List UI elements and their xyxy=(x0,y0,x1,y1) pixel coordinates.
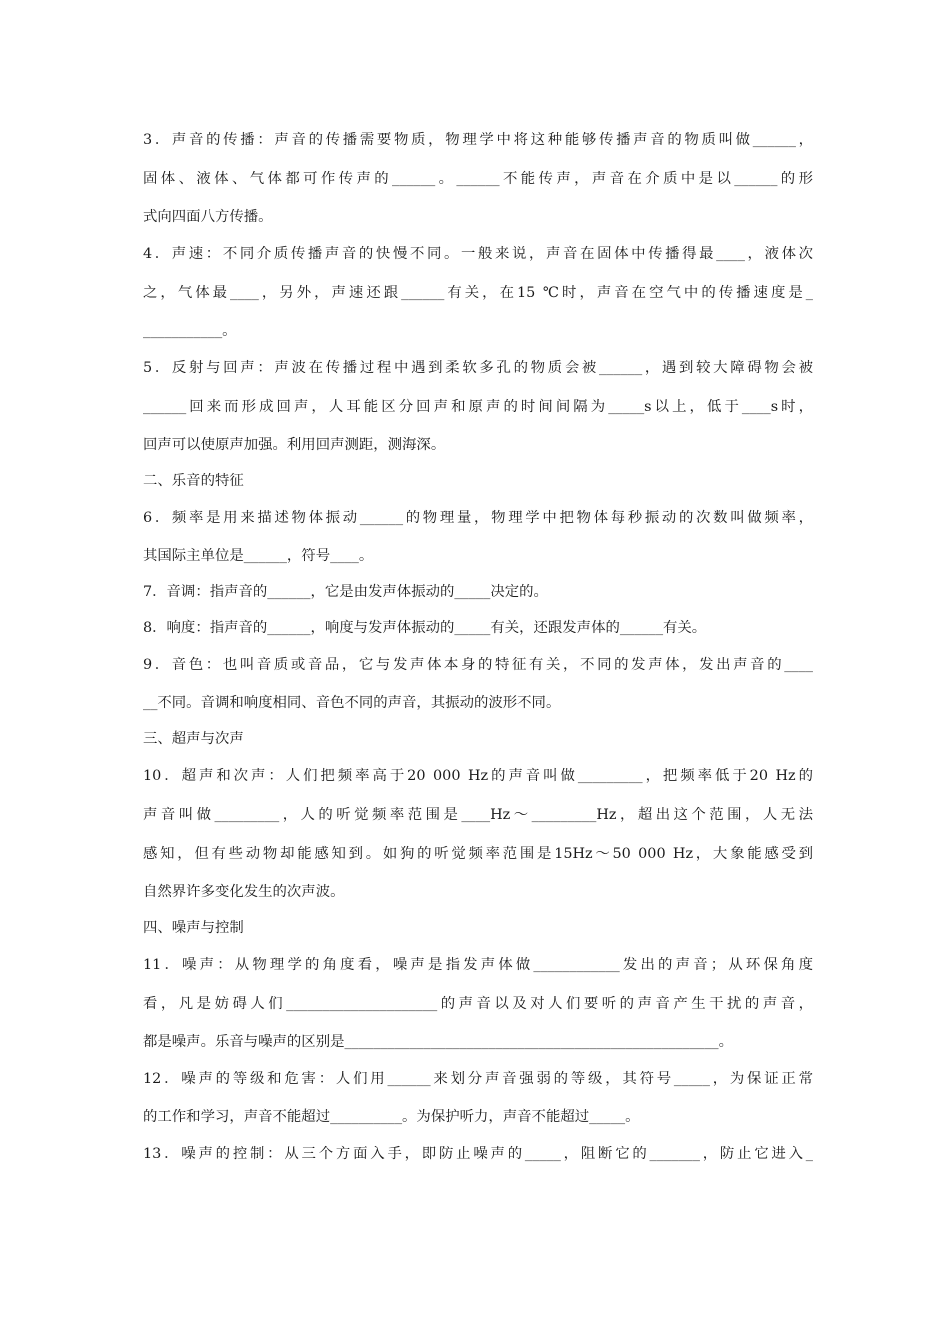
text-line: 回声可以使原声加强。利用回声测距，测海深。 xyxy=(143,437,446,453)
text-line: 都是噪声。乐音与噪声的区别是____________________________________________________。 xyxy=(143,1034,734,1050)
text-line: 4．声速：不同介质传播声音的快慢不同。一般来说，声音在固体中传播得最____，液体次 xyxy=(143,246,813,262)
text-line: 其国际主单位是______，符号____。 xyxy=(143,548,374,564)
section-heading: 四、噪声与控制 xyxy=(143,920,244,936)
document-body xyxy=(143,121,813,1174)
text-line: 13．噪声的控制：从三个方面入手，即防止噪声的_____，阻断它的_______，防止它进入_ xyxy=(143,1146,813,1162)
section-heading: 三、超声与次声 xyxy=(143,731,244,747)
text-line: 12．噪声的等级和危害：人们用______来划分声音强弱的等级，其符号_____，为保证正常 xyxy=(143,1071,813,1087)
text-line: 声音叫做_________，人的听觉频率范围是____Hz～_________Hz，超出这个范围，人无法 xyxy=(143,807,813,823)
text-line: ___________。 xyxy=(143,323,237,339)
text-line: 9．音色：也叫音质或音品，它与发声体本身的特征有关，不同的发声体，发出声音的____ xyxy=(143,657,813,673)
text-line: 式向四面八方传播。 xyxy=(143,209,273,225)
text-line: 感知，但有些动物却能感知到。如狗的听觉频率范围是15Hz～50 000 Hz，大象能感受到 xyxy=(143,846,813,862)
text-line: 5．反射与回声：声波在传播过程中遇到柔软多孔的物质会被______，遇到较大障碍物会被 xyxy=(143,360,813,376)
text-line: 11．噪声：从物理学的角度看，噪声是指发声体做____________发出的声音；从环保角度 xyxy=(143,957,813,973)
text-line: __不同。音调和响度相同、音色不同的声音，其振动的波形不同。 xyxy=(143,695,561,711)
text-line: 7．音调：指声音的______，它是由发声体振动的_____决定的。 xyxy=(143,584,548,600)
text-line: 6．频率是用来描述物体振动______的物理量，物理学中把物体每秒振动的次数叫做频率， xyxy=(143,510,813,526)
text-line: 固体、液体、气体都可作传声的______。______不能传声，声音在介质中是以______的形 xyxy=(143,171,813,187)
text-line: 10．超声和次声：人们把频率高于20 000 Hz的声音叫做_________，把频率低于20 Hz的 xyxy=(143,768,813,784)
text-line: 看，凡是妨碍人们_____________________的声音以及对人们要听的声音产生干扰的声音， xyxy=(143,996,813,1012)
text-line: 3．声音的传播：声音的传播需要物质，物理学中将这种能够传播声音的物质叫做______， xyxy=(143,132,813,148)
text-line: ______回来而形成回声，人耳能区分回声和原声的时间间隔为_____s以上，低于____s时， xyxy=(143,399,813,415)
text-line: 的工作和学习，声音不能超过__________。为保护听力，声音不能超过_____。 xyxy=(143,1109,640,1125)
text-line: 自然界许多变化发生的次声波。 xyxy=(143,884,345,900)
text-line: 8．响度：指声音的______，响度与发声体振动的_____有关，还跟发声体的______有关。 xyxy=(143,620,707,636)
section-heading: 二、乐音的特征 xyxy=(143,473,244,489)
text-line: 之，气体最____，另外，声速还跟______有关，在15 ℃时，声音在空气中的传播速度是_ xyxy=(143,285,813,301)
